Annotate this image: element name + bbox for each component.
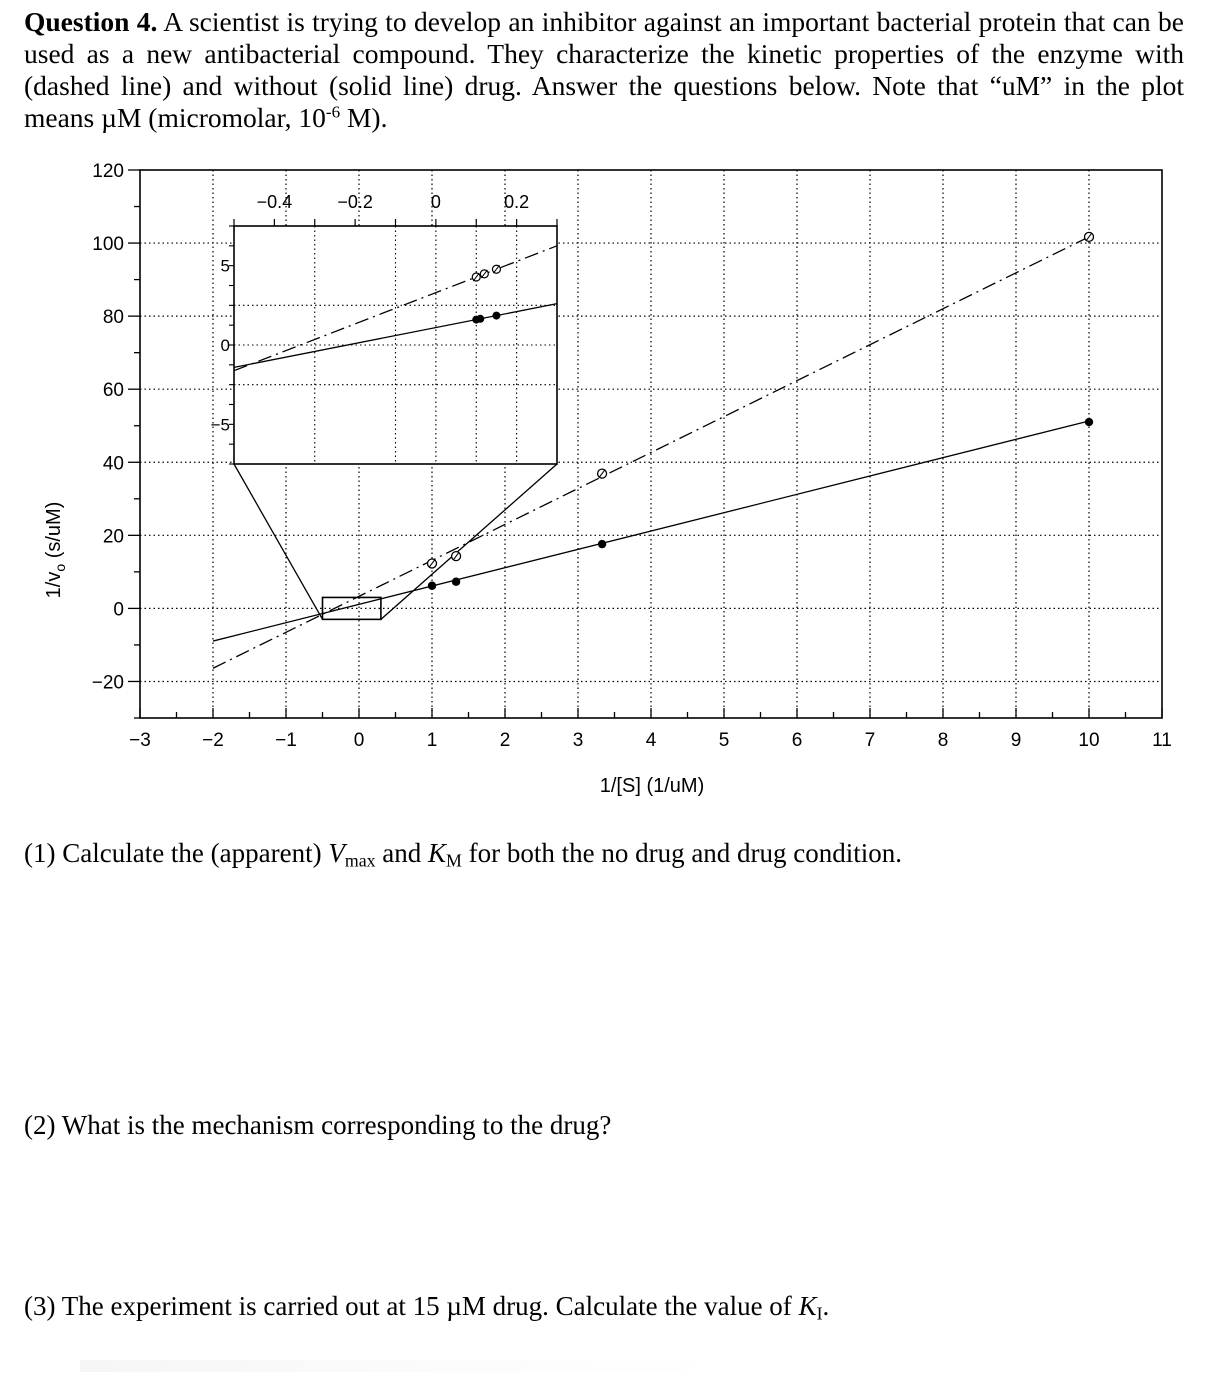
no-drug-point [598, 540, 606, 548]
y-tick-label: 60 [102, 380, 124, 402]
x-tick-label: −1 [275, 730, 297, 751]
zoom-connectors [234, 464, 557, 619]
x-tick-label: 2 [499, 730, 511, 751]
y-tick-label: 40 [102, 453, 124, 475]
no-drug-point [452, 578, 460, 586]
y-axis-label-units: (s/uM) [43, 501, 65, 564]
inset-x-tick-label: −0.4 [256, 192, 293, 212]
x-tick-label: 7 [864, 730, 876, 751]
question-2: (2) What is the mechanism corresponding to the drug? [24, 1110, 612, 1140]
x-axis-label: 1/[S] (1/uM) [599, 775, 705, 797]
inset-x-tick-label: 0.2 [504, 192, 530, 212]
question-3: (3) The experiment is carried out at 15 µM drug. Calculate the value of $K_I$. [24, 1291, 830, 1324]
inset-x-tick-label: −0.2 [337, 192, 373, 212]
y-tick-label: 100 [92, 234, 124, 256]
x-tick-label: −2 [202, 730, 224, 751]
inset-no-drug-point [492, 312, 500, 320]
y-axis-label-main: 1/v [43, 571, 65, 599]
intro-end: M). [340, 102, 388, 133]
x-tick-label: 10 [1078, 730, 1100, 751]
zoom-connector-right [381, 464, 557, 619]
x-tick-label: 8 [937, 730, 949, 751]
x-tick-label: 0 [353, 730, 365, 751]
inset-y-tick-label: 0 [220, 336, 230, 355]
y-tick-label: −20 [91, 672, 124, 694]
y-tick-label: 120 [92, 161, 124, 182]
x-tick-label: 9 [1010, 730, 1022, 751]
zoom-connector-left [234, 464, 323, 619]
y-axis-label [43, 502, 68, 599]
inset-y-tick-label: 5 [220, 256, 230, 276]
x-tick-label: 5 [718, 730, 730, 751]
y-tick-label: 20 [102, 526, 124, 548]
x-tick-label: 4 [645, 730, 657, 751]
question-1: (1) Calculate the (apparent) $V_{max}$ and $K_M$ for both the no drug and drug condition. [24, 838, 903, 871]
x-tick-label: 3 [572, 730, 584, 751]
no-drug-point [428, 582, 436, 590]
no-drug-point [1085, 418, 1093, 426]
intro-text: A scientist is trying to develop an inhibitor against an important bacterial protein that can be used as a new antibacterial compound. They characterize the kinetic properties of the enzyme with (dashed line) and without (solid line) drug. Answer the questions below. Note that “uM” in the plot means µM (micromolar, 10 [24, 6, 1184, 133]
x-tick-label: 11 [1152, 730, 1172, 751]
inset-x-tick-label: 0 [430, 192, 441, 212]
inset-no-drug-point [476, 315, 484, 323]
y-axis-label-sub: o [52, 563, 68, 572]
question-label: Question 4. [24, 6, 158, 37]
lineweaver-burk-plot [0, 140, 1208, 820]
inset-zoom [211, 192, 557, 464]
y-tick-label: 0 [113, 599, 124, 621]
y-tick-label: 80 [102, 307, 124, 329]
intro-paragraph [24, 6, 1184, 134]
answer-line-hint [80, 1360, 720, 1372]
inset-y-tick-label: −5 [210, 415, 230, 435]
x-tick-label: 1 [426, 730, 438, 751]
x-tick-label: −3 [129, 730, 151, 751]
intro-exponent: -6 [325, 102, 341, 122]
x-tick-label: 6 [791, 730, 803, 751]
